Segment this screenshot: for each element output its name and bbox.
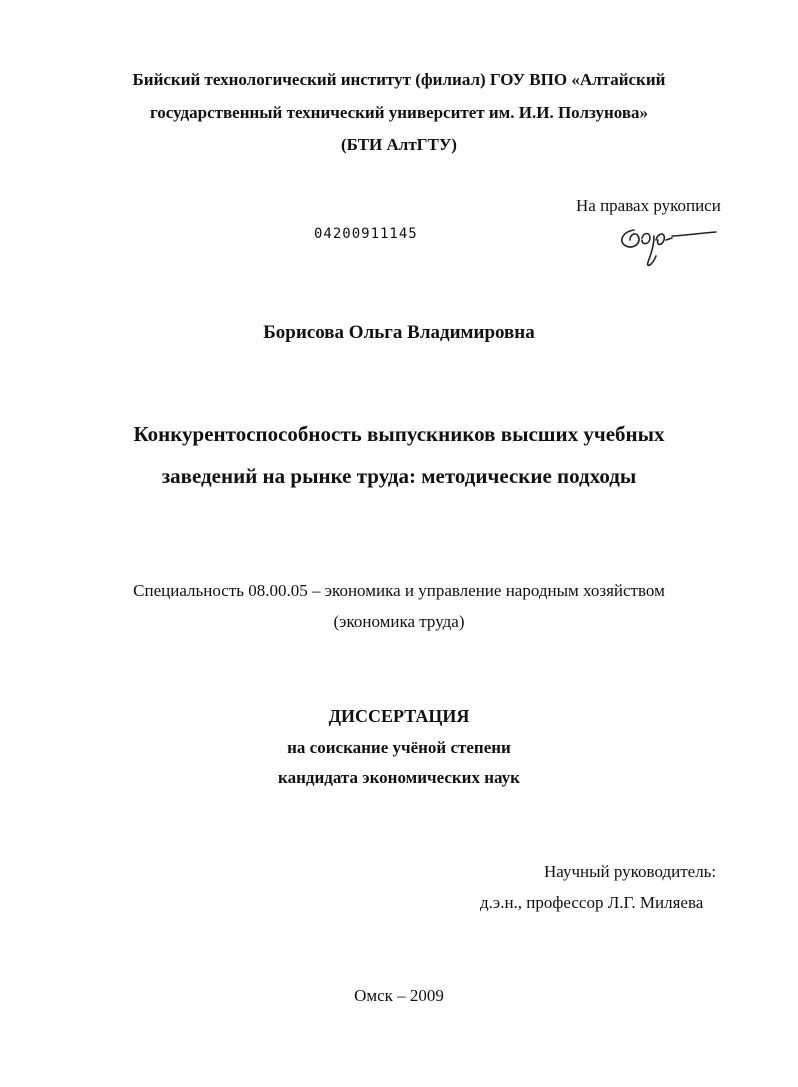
specialty-line-1: Специальность 08.00.05 – экономика и управление народным хозяйством <box>133 581 665 600</box>
signature-icon <box>612 218 722 270</box>
dissertation-degree-line: на соискание учёной степени <box>287 738 511 757</box>
specialty-line-2: (экономика труда) <box>333 612 465 631</box>
dissertation-field-line: кандидата экономических наук <box>278 768 520 787</box>
author-name: Борисова Ольга Владимировна <box>263 322 535 343</box>
supervisor-label: Научный руководитель: <box>544 862 717 881</box>
title-line-2: заведений на рынке труда: методические подходы <box>161 464 637 488</box>
supervisor-name: д.э.н., профессор Л.Г. Миляева <box>480 893 704 912</box>
institution-line-1: Бийский технологический институт (филиал) ГОУ ВПО «Алтайский <box>132 70 666 89</box>
title-line-1: Конкурентоспособность выпускников высших учебных <box>133 422 665 446</box>
manuscript-note: На правах рукописи <box>576 196 721 215</box>
institution-line-2: государственный технический университет им. И.И. Ползунова» <box>149 103 649 122</box>
dissertation-heading: ДИССЕРТАЦИЯ <box>328 706 470 726</box>
institution-line-3: (БТИ АлтГТУ) <box>341 135 457 154</box>
place-year: Омск – 2009 <box>354 986 444 1005</box>
catalog-code: 04200911145 <box>314 226 418 242</box>
